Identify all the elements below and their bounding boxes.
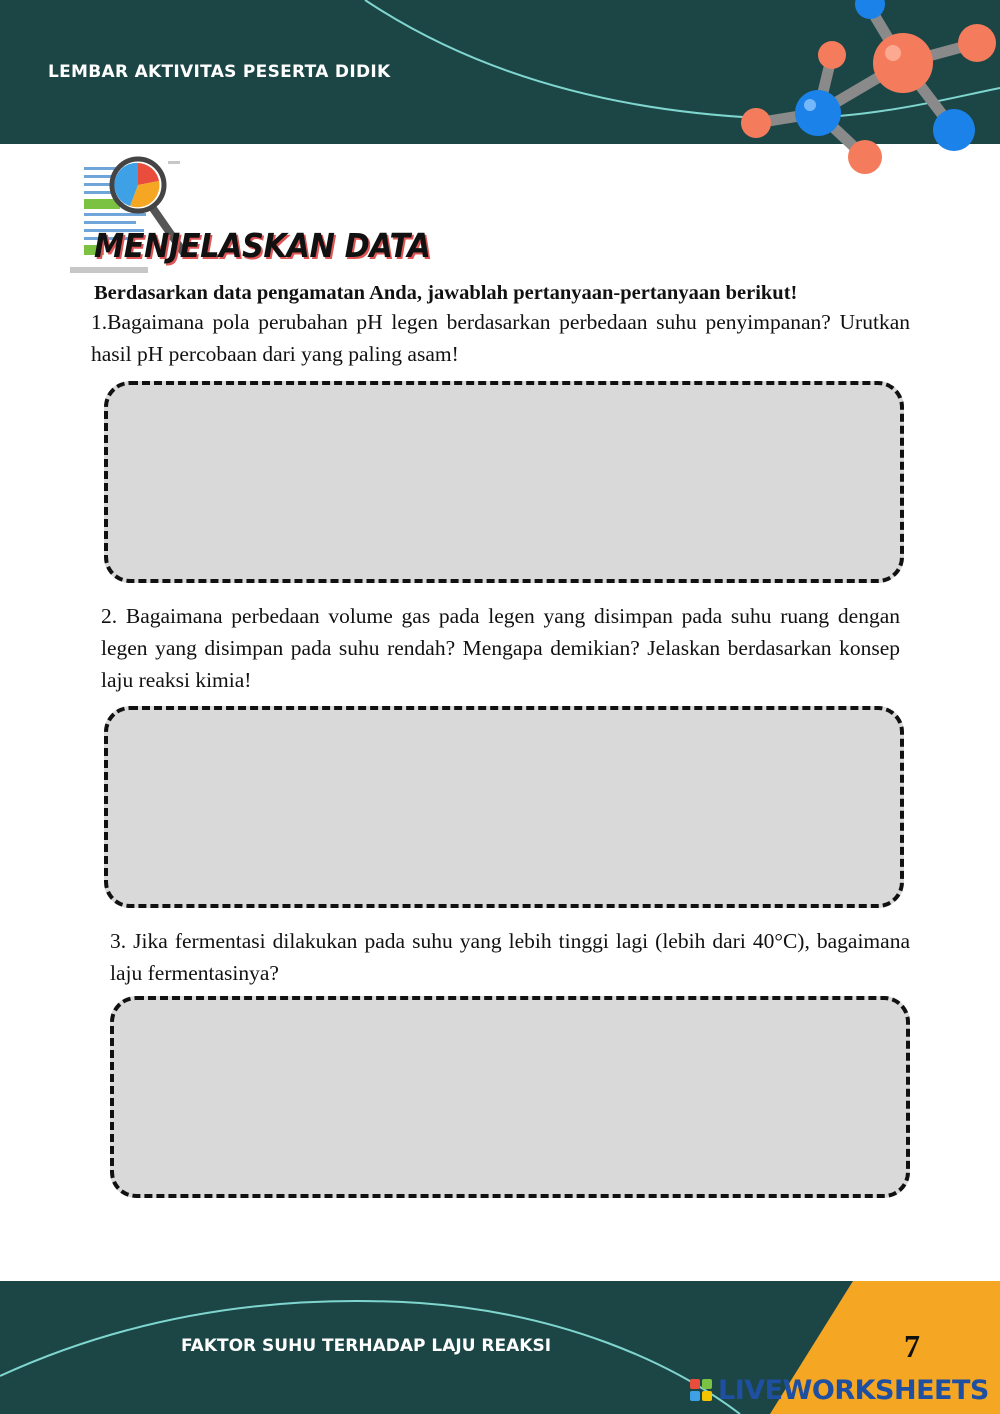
answer-box-1[interactable]	[104, 381, 904, 583]
liveworksheets-brand[interactable]	[690, 1375, 989, 1405]
question-2-text: 2. Bagaimana perbedaan volume gas pada legen yang disimpan pada suhu ruang dengan legen yang disimpan pada suhu rendah? Mengapa demikian? Jelaskan berdasarkan konsep laju reaksi kimia!	[101, 604, 900, 692]
page-footer	[0, 1281, 1000, 1414]
section-title: MENJELASKAN DATA	[94, 226, 431, 265]
question-1-text: 1.Bagaimana pola perubahan pH legen berdasarkan perbedaan suhu penyimpanan? Urutkan hasil pH percobaan dari yang paling asam!	[91, 310, 910, 366]
answer-box-3[interactable]	[110, 996, 910, 1198]
instruction-text: Berdasarkan data pengamatan Anda, jawablah pertanyaan-pertanyaan berikut!	[94, 282, 798, 304]
page-number: 7	[904, 1328, 920, 1364]
brand-text: LIVEWORKSHEETS	[718, 1374, 989, 1406]
liveworksheets-logo-icon	[690, 1379, 712, 1401]
answer-box-2[interactable]	[104, 706, 904, 908]
footer-title: FAKTOR SUHU TERHADAP LAJU REAKSI	[181, 1336, 552, 1356]
header-title: LEMBAR AKTIVITAS PESERTA DIDIK	[48, 62, 391, 82]
question-3-text: 3. Jika fermentasi dilakukan pada suhu yang lebih tinggi lagi (lebih dari 40°C), bagaimana laju fermentasinya?	[110, 929, 910, 985]
